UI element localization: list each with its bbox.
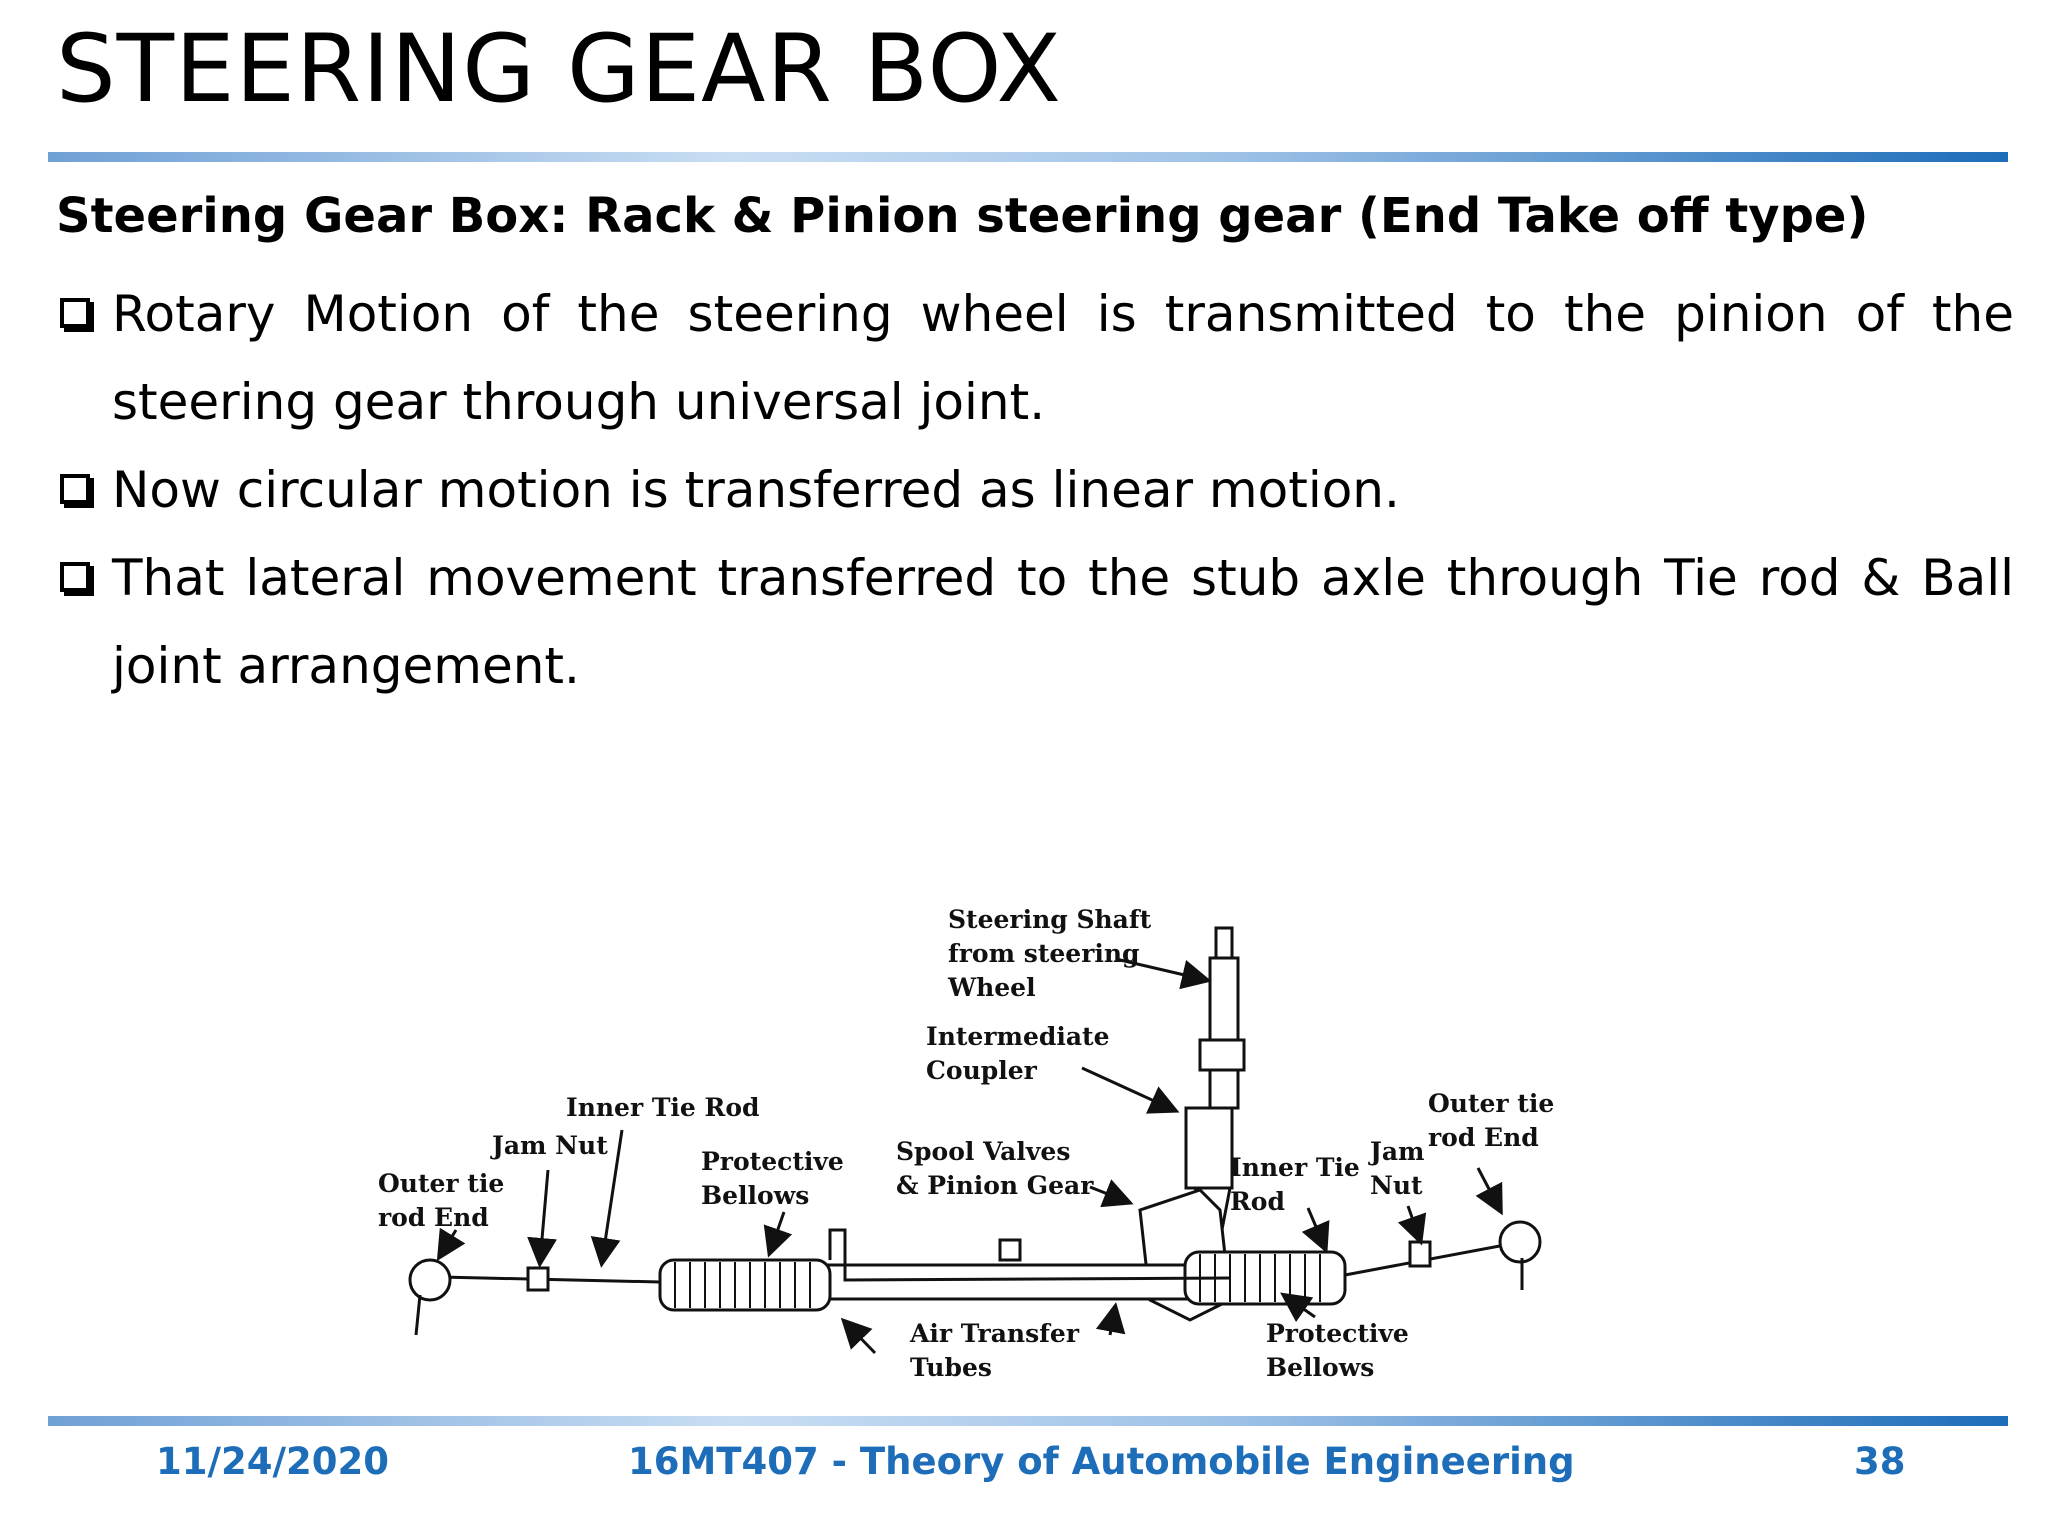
label-outer-tie-rod-end-right-line2: rod End [1428, 1123, 1539, 1152]
slide-subtitle: Steering Gear Box: Rack & Pinion steering gear (End Take off type) [56, 188, 1869, 244]
label-inner-tie-rod-right-line1: Inner Tie [1230, 1153, 1360, 1182]
bullet-list [56, 270, 2014, 710]
label-outer-tie-rod-end-right-line1: Outer tie [1428, 1089, 1555, 1118]
footer-page-number: 38 [1854, 1440, 1906, 1483]
label-steering-shaft-line1: Steering Shaft [948, 905, 1152, 934]
bullet-item [56, 534, 2014, 710]
bullet-text: Rotary Motion of the steering wheel is transmitted to the pinion of the steering gear through universal joint. [112, 285, 2014, 431]
label-protective-bellows-left-line1: Protective [701, 1147, 844, 1176]
label-intermediate-coupler-line2: Coupler [926, 1056, 1037, 1085]
label-jam-nut-right-line2: Nut [1370, 1171, 1423, 1200]
rack-and-pinion-diagram [370, 880, 1570, 1400]
checkbox-bullet-icon [60, 562, 90, 592]
footer-course: 16MT407 - Theory of Automobile Engineering [628, 1440, 1575, 1483]
label-outer-tie-rod-end-left-line1: Outer tie [378, 1169, 505, 1198]
header-divider [48, 152, 2008, 162]
label-jam-nut-right-line1: Jam [1370, 1137, 1425, 1166]
checkbox-bullet-icon [60, 474, 90, 504]
label-protective-bellows-right-line2: Bellows [1266, 1353, 1375, 1382]
bullet-item [56, 446, 2014, 534]
label-steering-shaft-line3: Wheel [948, 973, 1036, 1002]
label-protective-bellows-left-line2: Bellows [701, 1181, 810, 1210]
label-inner-tie-rod-left: Inner Tie Rod [566, 1093, 760, 1122]
checkbox-bullet-icon [60, 298, 90, 328]
label-inner-tie-rod-right-line2: Rod [1230, 1187, 1285, 1216]
label-air-transfer-tubes-line1: Air Transfer [910, 1319, 1080, 1348]
bullet-item [56, 270, 2014, 446]
diagram-svg [370, 880, 1570, 1400]
label-air-transfer-tubes-line2: Tubes [910, 1353, 992, 1382]
diagram-labels [378, 905, 1554, 1382]
footer-divider [48, 1416, 2008, 1426]
label-protective-bellows-right-line1: Protective [1266, 1319, 1409, 1348]
footer-date: 11/24/2020 [156, 1440, 389, 1483]
slide-title: STEERING GEAR BOX [56, 15, 1062, 124]
bullet-text: Now circular motion is transferred as linear motion. [112, 461, 1400, 519]
left-bellows [660, 1260, 830, 1310]
label-steering-shaft-line2: from steering [948, 939, 1140, 968]
label-spool-valves-line1: Spool Valves [896, 1137, 1071, 1166]
label-jam-nut-left: Jam Nut [492, 1131, 608, 1160]
label-spool-valves-line2: & Pinion Gear [896, 1171, 1094, 1200]
bullet-text: That lateral movement transferred to the stub axle through Tie rod & Ball joint arrangement. [112, 549, 2014, 695]
label-outer-tie-rod-end-left-line2: rod End [378, 1203, 489, 1232]
label-intermediate-coupler-line1: Intermediate [926, 1022, 1110, 1051]
